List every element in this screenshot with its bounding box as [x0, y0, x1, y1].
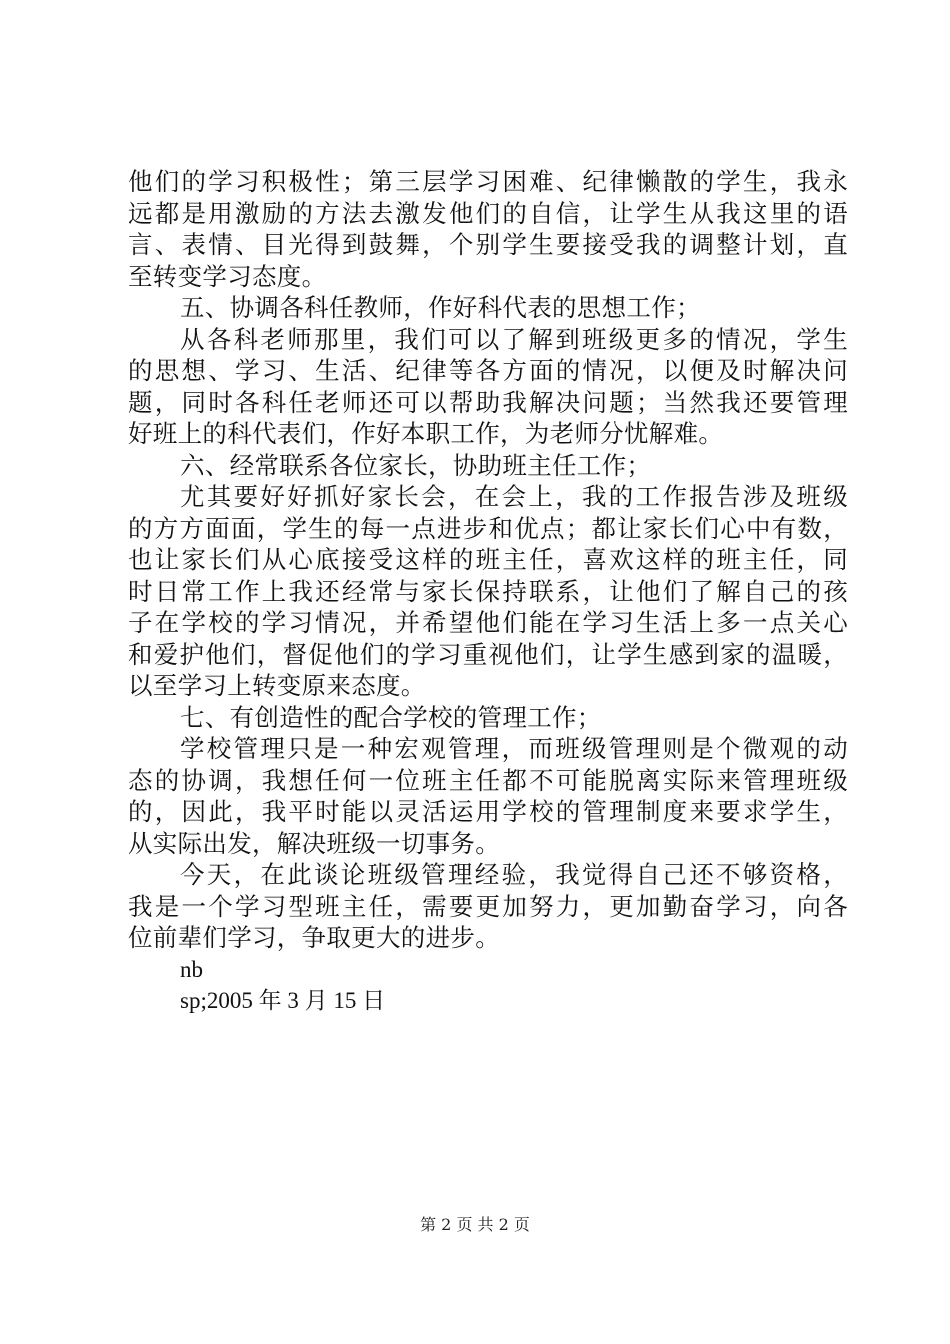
text-line: 我是一个学习型班主任，需要更加努力，更加勤奋学习，向各	[128, 891, 848, 921]
text-line: 时日常工作上我还经常与家长保持联系，让他们了解自己的孩	[128, 576, 848, 606]
text-line: 远都是用激励的方法去激发他们的自信，让学生从我这里的语	[128, 198, 848, 228]
page-footer: 第 2 页 共 2 页	[420, 1215, 530, 1234]
text-line: 态的协调，我想任何一位班主任都不可能脱离实际来管理班级	[128, 765, 848, 795]
text-line: 也让家长们从心底接受这样的班主任，喜欢这样的班主任，同	[128, 545, 848, 574]
text-line: 五、协调各科任教师，作好科代表的思想工作；	[180, 293, 701, 322]
text-line: 题，同时各科任老师还可以帮助我解决问题；当然我还要管理	[128, 387, 848, 417]
text-line: sp;2005 年 3 月 15 日	[180, 988, 386, 1013]
text-line: 他们的学习积极性；第三层学习困难、纪律懒散的学生，我永	[128, 167, 848, 196]
document-body	[128, 166, 848, 1017]
text-line: 六、经常联系各位家长，协助班主任工作；	[180, 450, 652, 480]
text-line: 七、有创造性的配合学校的管理工作；	[180, 702, 602, 732]
text-line: 好班上的科代表们，作好本职工作，为老师分忧解难。	[128, 419, 724, 448]
text-line: 尤其要好好抓好家长会，在会上，我的工作报告涉及班级	[180, 482, 848, 511]
text-line: 从实际出发，解决班级一切事务。	[128, 828, 500, 858]
text-line: 言、表情、目光得到鼓舞，个别学生要接受我的调整计划，直	[128, 230, 848, 259]
text-line: nb	[180, 956, 203, 982]
text-line: 的，因此，我平时能以灵活运用学校的管理制度来要求学生，	[128, 797, 848, 826]
text-line: 位前辈们学习，争取更大的进步。	[128, 923, 500, 952]
text-line: 以至学习上转变原来态度。	[128, 671, 426, 700]
text-line: 和爱护他们，督促他们的学习重视他们，让学生感到家的温暖，	[128, 639, 848, 669]
text-line: 今天，在此谈论班级管理经验，我觉得自己还不够资格，	[180, 860, 848, 889]
text-line: 学校管理只是一种宏观管理，而班级管理则是个微观的动	[180, 734, 848, 763]
text-line: 从各科老师那里，我们可以了解到班级更多的情况，学生	[180, 324, 848, 354]
text-line: 至转变学习态度。	[128, 261, 327, 291]
text-line: 子在学校的学习情况，并希望他们能在学习生活上多一点关心	[128, 608, 848, 637]
text-line: 的方方面面，学生的每一点进步和优点；都让家长们心中有数，	[128, 513, 848, 543]
text-line: 的思想、学习、生活、纪律等各方面的情况，以便及时解决问	[128, 356, 848, 385]
